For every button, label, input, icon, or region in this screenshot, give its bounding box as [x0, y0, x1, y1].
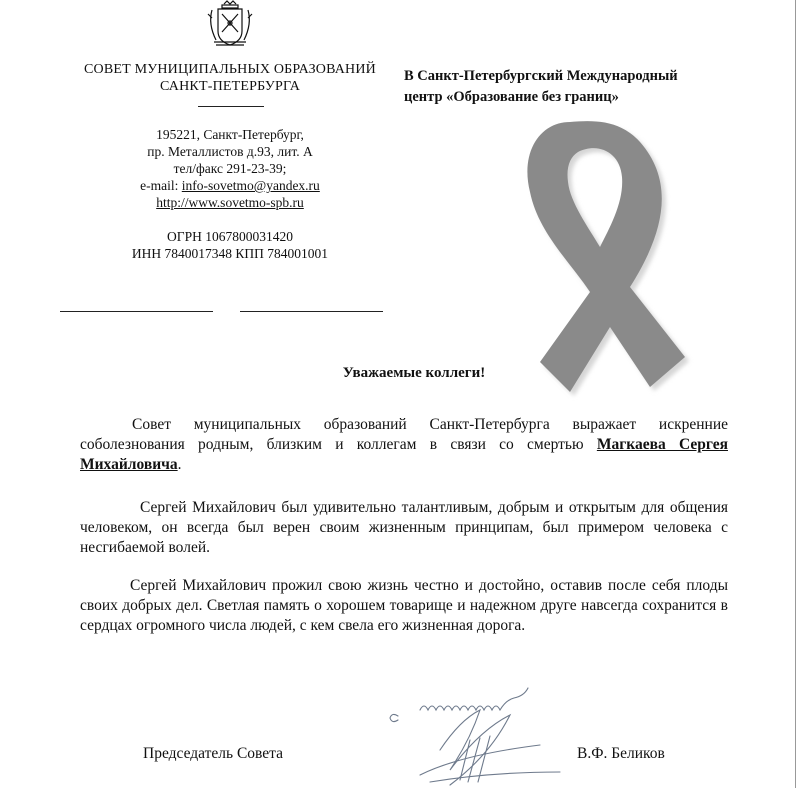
recipient [404, 66, 744, 108]
inn-kpp: ИНН 7840017348 КПП 784001001 [131, 246, 329, 261]
paragraph-2: Сергей Михайлович был удивительно талантливым, добрым и открытым для общения человеком, он всегда был верен своим жизненным принципам, был примером человека с несгибаемой волей. [80, 499, 728, 556]
address-line1: 195221, Санкт-Петербург, [156, 127, 304, 142]
sender-address [60, 126, 400, 211]
phone: тел/факс 291-23-39; [173, 161, 287, 176]
paragraph-3: Сергей Михайлович прожил свою жизнь честно и достойно, оставив после себя плоды своих добрых дел. Светлая память о хорошем товарище и надежном друге навсегда сохранится в сердцах огромного числа людей, с кем свела его жизненная дорога. [80, 577, 728, 634]
sender-org-line1: СОВЕТ МУНИЦИПАЛЬНЫХ ОБРАЗОВАНИЙ [83, 62, 376, 77]
signatory-name: В.Ф. Беликов [577, 745, 665, 762]
registration-info [60, 228, 400, 262]
paragraph-1-text: Совет муниципальных образований Санкт-Петербурга выражает искренние соболезнования родным, близким и коллегам в связи со смертью [80, 416, 728, 453]
sender-organization [60, 61, 400, 95]
signatory-title: Председатель Совета [143, 745, 283, 762]
email-link[interactable]: info-sovetmo@yandex.ru [181, 178, 320, 193]
paragraph-1-end: . [177, 456, 182, 473]
deceased-name: Магкаева Сергея Михайловича [80, 436, 728, 473]
paragraph-1 [80, 415, 728, 475]
separator-line [198, 106, 264, 107]
coat-of-arms-icon [202, 0, 258, 48]
greeting: Уважаемые коллеги! [342, 365, 486, 381]
recipient-line2: центр «Образование без границ» [404, 89, 619, 105]
handwritten-signature [380, 680, 600, 788]
mourning-ribbon-icon [500, 112, 700, 402]
email-label: e-mail: [140, 178, 182, 193]
ref-number-blank [60, 311, 213, 312]
website-link[interactable]: http://www.sovetmo-spb.ru [156, 195, 304, 210]
ref-date-blank [240, 311, 383, 312]
email-row [60, 177, 400, 194]
ogrn: ОГРН 1067800031420 [167, 229, 293, 244]
recipient-line1: В Санкт-Петербургский Международный [404, 68, 678, 84]
address-line2: пр. Металлистов д.93, лит. А [147, 144, 313, 159]
sender-org-line2: САНКТ-ПЕТЕРБУРГА [159, 79, 301, 94]
